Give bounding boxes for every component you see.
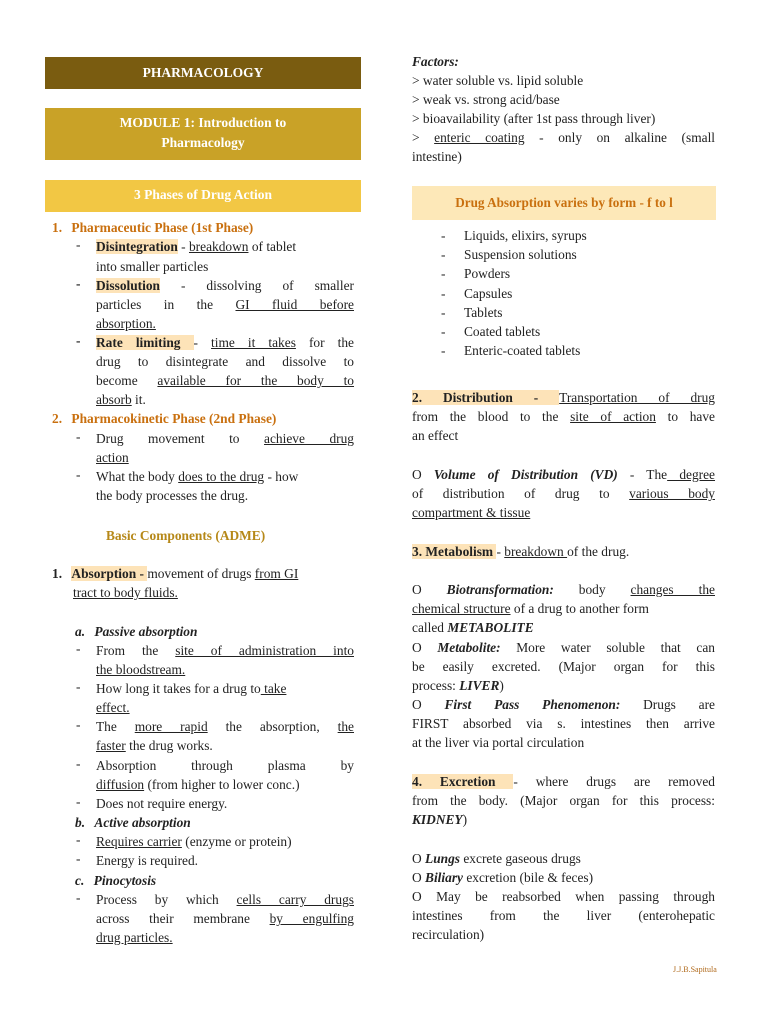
factors-title: Factors:: [412, 54, 459, 69]
biliary-text: excretion (bile & feces): [462, 870, 594, 885]
biliary-line: [412, 868, 593, 887]
distribution-term: 2. Distribution -: [412, 390, 560, 405]
dist-rest: to have: [655, 409, 715, 424]
pa3-underlined1: more rapid: [134, 719, 208, 734]
disintegration-term: Disintegration: [96, 239, 178, 254]
fpp-line2: FIRST absorbed via s. intestines then arrive: [412, 716, 715, 731]
pa1-text: From the: [96, 643, 176, 658]
vd-text: - The: [617, 467, 668, 482]
paren: ): [499, 678, 504, 693]
phases-title: 3 Phases of Drug Action: [134, 187, 272, 202]
bio-line3: [412, 618, 534, 637]
dash: -: [76, 333, 81, 348]
aa1-rest: (enzyme or protein): [181, 834, 292, 849]
dash: -: [76, 679, 81, 694]
pk2-rest: - how: [264, 469, 299, 484]
available-text: available for the body to: [157, 373, 355, 388]
absorption-num: 1.: [52, 566, 63, 581]
liver-term: LIVER: [459, 678, 500, 693]
factor4-rest: - only on alkaline (small: [524, 130, 716, 145]
vd-line3: compartment & tissue: [412, 505, 531, 520]
pk1-text: Drug movement to: [96, 431, 265, 446]
form-list-item: Coated tablets: [464, 324, 541, 339]
pa2-underlined: take: [260, 681, 287, 696]
absorption-underlined: from GI: [254, 566, 299, 581]
bullet: O: [412, 851, 426, 866]
faster-text: faster: [96, 738, 126, 753]
dist-text: from the blood to the: [412, 409, 571, 424]
metabolite-term: METABOLITE: [447, 620, 534, 635]
dash: -: [441, 304, 446, 320]
active-item2: Energy is required.: [96, 853, 199, 868]
first-pass-term: First Pass Phenomenon:: [444, 697, 621, 712]
metabolite-line3: [412, 676, 504, 695]
dash: -: [76, 276, 81, 291]
dash: -: [441, 324, 446, 339]
distribution-line2: [412, 407, 715, 426]
form-list-item: Liquids, elixirs, syrups: [464, 228, 587, 243]
form-list-item: Capsules: [464, 285, 513, 301]
phase1-num: 1.: [52, 220, 63, 235]
dash: -: [76, 756, 81, 771]
dash: -: [441, 343, 446, 359]
gi-fluid-text: GI fluid before: [235, 297, 354, 312]
degree-text: degree: [667, 467, 716, 482]
absorption-form-header: [412, 186, 716, 220]
form-list-item: Tablets: [464, 304, 503, 320]
passive-item4-line1: Absorption through plasma by: [96, 758, 354, 773]
dash: -: [76, 641, 81, 656]
changes-the-text: changes the: [630, 582, 715, 597]
pk2-text: What the body: [96, 469, 179, 484]
bio-line1: [412, 580, 715, 599]
pk-item1-line2: action: [96, 450, 129, 465]
pk-item2-line2: the body processes the drug.: [96, 488, 249, 503]
dash: -: [441, 285, 446, 301]
bio-text3: called: [412, 620, 448, 635]
chemical-structure-text: chemical structure: [412, 601, 511, 616]
passive-item2-line2: effect.: [96, 700, 130, 715]
dash: -: [441, 266, 446, 282]
absorption-term: Absorption -: [71, 566, 148, 581]
metabolite-line1: [412, 638, 715, 657]
various-body-text: various body: [629, 486, 715, 501]
breakdown-text: breakdown: [504, 544, 568, 559]
pharmacology-title: PHARMACOLOGY: [142, 65, 264, 80]
reabsorbed-line1: O May be reabsorbed when passing through: [412, 889, 715, 904]
bullet: O: [412, 467, 434, 482]
pinocytosis-title: Pinocytosis: [93, 873, 157, 888]
adme-header: Basic Components (ADME): [106, 528, 266, 543]
bio-rest: of a drug to another form: [510, 601, 649, 616]
excretion-line3: [412, 810, 467, 829]
distribution-line3: an effect: [412, 428, 459, 443]
paren: ): [462, 812, 468, 827]
bullet: O: [412, 870, 426, 885]
separator: -: [496, 544, 505, 559]
enteric-coating-text: enteric coating: [434, 130, 525, 145]
pa1-underlined: site of administration into: [175, 643, 354, 658]
transportation-text: Transportation of drug: [559, 390, 715, 405]
bullet: O: [412, 640, 438, 655]
lungs-text: excrete gaseous drugs: [460, 851, 581, 866]
dash: -: [76, 851, 81, 866]
factor-4-line2: intestine): [412, 149, 462, 164]
rate-limiting-term: Rate limiting: [96, 335, 194, 350]
pi1-underlined2: by engulfing: [269, 911, 354, 926]
phase2-num: 2.: [52, 411, 63, 426]
pa3-underlined2: the: [337, 719, 354, 734]
factor-1: > water soluble vs. lipid soluble: [412, 73, 584, 88]
lungs-line: [412, 849, 581, 868]
vd-text2: of distribution of drug to: [412, 486, 630, 501]
phase2-title: Pharmacokinetic Phase (2nd Phase): [71, 411, 277, 426]
metabolite-label: Metabolite:: [437, 640, 501, 655]
rate-rest: for the: [295, 335, 355, 350]
separator: -: [513, 774, 536, 789]
process-text: process:: [412, 678, 460, 693]
bio-text: body: [553, 582, 631, 597]
biliary-term: Biliary: [425, 870, 463, 885]
phase1-title: Pharmaceutic Phase (1st Phase): [71, 220, 254, 235]
passive-item5: Does not require energy.: [96, 796, 228, 811]
reabsorbed-line2: intestines from the liver (enterohepatic: [412, 908, 715, 923]
pi1-underlined: cells carry drugs: [236, 892, 354, 907]
metabolism-line: [412, 542, 629, 561]
form-list-item: Suspension solutions: [464, 247, 577, 263]
module-title-line1: MODULE 1: Introduction to: [119, 115, 287, 130]
fpp-line3: at the liver via portal circulation: [412, 735, 585, 750]
rate-end: it.: [131, 392, 146, 407]
diffusion-text: diffusion: [96, 777, 145, 792]
vd-line1: [412, 465, 715, 484]
pi1-text: Process by which: [96, 892, 237, 907]
metabolism-term: 3. Metabolism: [412, 544, 497, 559]
pa4-rest: (from higher to lower conc.): [144, 777, 300, 792]
factor4-prefix: >: [412, 130, 435, 145]
pinocytosis-label: c.: [75, 873, 85, 888]
metabolite-line2: be easily excreted. (Major organ for this: [412, 659, 715, 674]
metabolism-rest: of the drug.: [567, 544, 630, 559]
dissolution-term: Dissolution: [96, 278, 160, 293]
active-label: b.: [75, 815, 86, 830]
disintegration-rest: of tablet: [248, 239, 297, 254]
dash: -: [76, 890, 81, 905]
passive-label: a.: [75, 624, 86, 639]
dissolution-rest: - dissolving of smaller: [160, 278, 354, 293]
bullet: O: [412, 697, 445, 712]
metabolite-text: More water soluble that can: [500, 640, 715, 655]
pa3-text: The: [96, 719, 135, 734]
factor-3: > bioavailability (after 1st pass through liver): [412, 111, 656, 126]
dash: -: [76, 237, 81, 252]
excretion-text: where drugs are removed: [535, 774, 715, 789]
dash: -: [76, 832, 81, 847]
dash: -: [76, 467, 81, 482]
separator: -: [177, 239, 189, 254]
vd-term: Volume of Distribution (VD): [433, 467, 618, 482]
active-title: Active absorption: [94, 815, 191, 830]
dash: -: [441, 247, 446, 263]
dash: -: [76, 717, 81, 732]
site-of-action-text: site of action: [570, 409, 656, 424]
pa3-rest: the drug works.: [125, 738, 213, 753]
pa2-text: How long it takes for a drug to: [96, 681, 261, 696]
module-title-line2: Pharmacology: [161, 135, 245, 150]
excretion-line1: [412, 772, 715, 791]
factor-2: > weak vs. strong acid/base: [412, 92, 560, 107]
excretion-line2: from the body. (Major organ for this process:: [412, 793, 715, 808]
bullet: O: [412, 582, 447, 597]
factor-4-line1: [412, 128, 715, 147]
pk2-underlined: does to the drug: [178, 469, 265, 484]
passive-item1-line2: the bloodstream.: [96, 662, 186, 677]
time-it-takes-text: time it takes: [211, 335, 296, 350]
fpp-line1: [412, 695, 715, 714]
fpp-text: Drugs are: [620, 697, 715, 712]
bio-line2: [412, 599, 649, 618]
requires-carrier-text: Requires carrier: [96, 834, 182, 849]
dash: -: [441, 228, 446, 243]
pi1-text2: across their membrane: [96, 911, 270, 926]
rate-text: become: [96, 373, 158, 388]
distribution-line1: [412, 388, 715, 407]
absorb-text: absorb: [96, 392, 132, 407]
dissolution-text: particles in the: [96, 297, 236, 312]
dissolution-line3: absorption.: [96, 316, 156, 331]
excretion-term: 4. Excretion: [412, 774, 514, 789]
pk1-underlined: achieve drug: [264, 431, 354, 446]
biotransformation-term: Biotransformation:: [446, 582, 554, 597]
pa3-text2: the absorption,: [207, 719, 338, 734]
vd-line2: [412, 484, 715, 503]
passive-title: Passive absorption: [94, 624, 198, 639]
disintegration-line2: into smaller particles: [96, 259, 209, 274]
separator: -: [193, 335, 212, 350]
lungs-term: Lungs: [425, 851, 461, 866]
absorption-line2: tract to body fluids.: [73, 585, 178, 600]
reabsorbed-line3: recirculation): [412, 927, 485, 942]
dash: -: [76, 794, 81, 809]
author-footer: J.J.B.Sapitula: [673, 965, 717, 974]
form-list-item: Powders: [464, 266, 511, 282]
absorption-form-title: Drug Absorption varies by form - f to l: [455, 195, 673, 210]
absorption-text: movement of drugs: [147, 566, 255, 581]
rate-line2: drug to disintegrate and dissolve to: [96, 354, 354, 369]
dash: -: [76, 429, 81, 444]
breakdown-text: breakdown: [188, 239, 249, 254]
kidney-term: KIDNEY: [412, 812, 463, 827]
pinocytosis-line3: drug particles.: [96, 930, 173, 945]
form-list-item: Enteric-coated tablets: [464, 343, 581, 359]
